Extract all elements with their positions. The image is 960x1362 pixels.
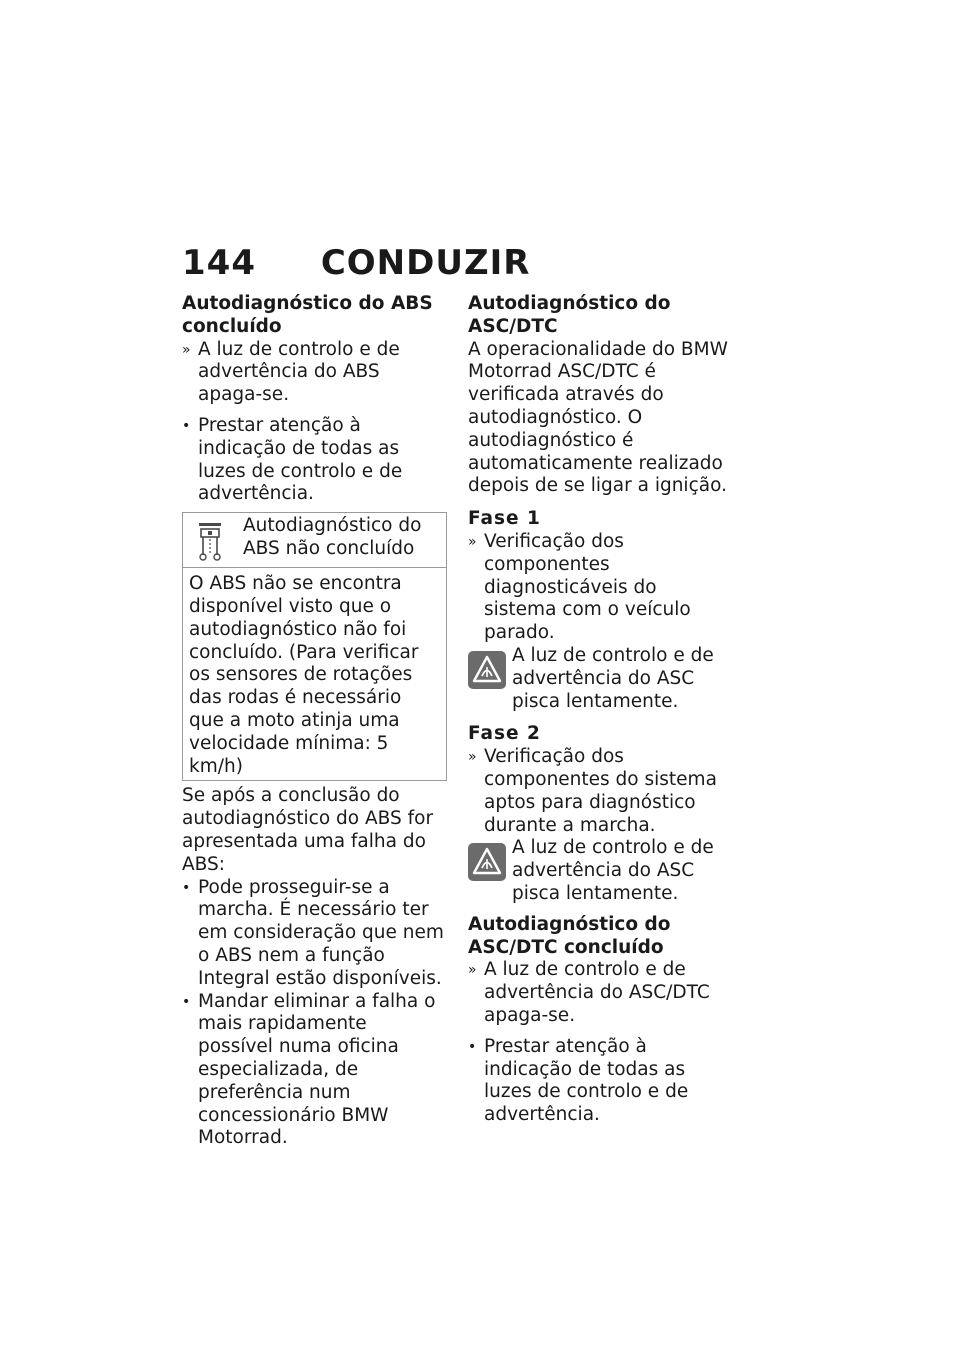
asc-done-bullet [468,1036,734,1127]
phase1-indicator-text: A luz de controlo e de advertência do ASC pisca lentamente. [512,644,714,712]
step-marker: » [468,533,477,550]
phase2-step [468,746,734,837]
step-marker: » [468,749,477,766]
abs-bullet-text: Prestar atenção à indicação de todas as luzes de controlo e de advertência. [198,414,403,505]
asc-done-bullet-text: Prestar atenção à indicação de todas as luzes de controlo e de advertência. [484,1035,689,1126]
asc-done-step [468,959,734,1027]
warning-header [183,513,446,568]
abs-tool-icon [197,519,235,563]
abs-step-text: A luz de controlo e de advertência do ABS apaga-se. [198,338,400,406]
phase1-step [468,531,734,645]
abs-step [182,339,447,407]
phase2-indicator [468,837,734,905]
bullet-marker: • [468,1038,477,1055]
phase2-title: Fase 2 [468,723,541,745]
right-column [468,293,734,1127]
abs-bullet-repair [182,991,447,1151]
section-title: CONDUZIR [320,243,531,283]
step-marker: » [468,962,477,979]
asc-done-step-text: A luz de controlo e de advertência do ASC/DTC apaga-se. [484,959,710,1026]
bullet-marker: • [182,417,191,434]
phase1-indicator [468,645,734,713]
abs-bullet-continue [182,877,447,991]
step-marker: » [182,341,191,358]
phase1-title: Fase 1 [468,508,541,530]
abs-bullet-continue-text: Pode prosseguir-se a marcha. É necessário ter em consideração que nem o ABS nem a função Integral estão disponíveis. [198,876,444,989]
asc-intro: A operacionalidade do BMW Motorrad ASC/DTC é verificada através do autodiagnóstico. O autodiagnóstico é automaticamente realizado depois de se ligar a ignição. [468,338,728,497]
abs-bullet-repair-text: Mandar eliminar a falha o mais rapidamente possível numa oficina especializada, de preferência num concessionário BMW Motorrad. [198,990,436,1149]
warning-title: Autodiagnóstico do ABS não concluído [243,515,422,559]
bullet-marker: • [182,993,191,1010]
left-column [182,293,447,1150]
phase2-step-text: Verificação dos componentes do sistema aptos para diagnóstico durante a marcha. [484,746,717,836]
asc-warning-light-icon [468,651,506,689]
asc-done-heading: Autodiagnóstico do ASC/DTC concluído [468,913,671,958]
abs-done-heading: Autodiagnóstico do ABS concluído [182,293,433,337]
abs-fault-paragraph: Se após a conclusão do autodiagnóstico do ABS for apresentada uma falha do ABS: [182,785,434,875]
page-number: 144 [182,243,256,283]
abs-warning-box [182,512,447,781]
asc-warning-light-icon [468,843,506,881]
abs-bullet-attention [182,415,447,506]
phase2-indicator-text: A luz de controlo e de advertência do ASC pisca lentamente. [512,837,714,904]
phase1-step-text: Verificação dos componentes diagnosticáveis do sistema com o veículo parado. [484,530,691,644]
warning-body: O ABS não se encontra disponível visto que o autodiagnóstico não foi concluído. (Para verificar os sensores de rotações das rodas é necessário que a moto atinja uma velocidade mínima: 5 km/h) [189,573,419,777]
asc-heading: Autodiagnóstico do ASC/DTC [468,293,671,337]
bullet-marker: • [182,879,191,896]
page-header [182,243,530,283]
